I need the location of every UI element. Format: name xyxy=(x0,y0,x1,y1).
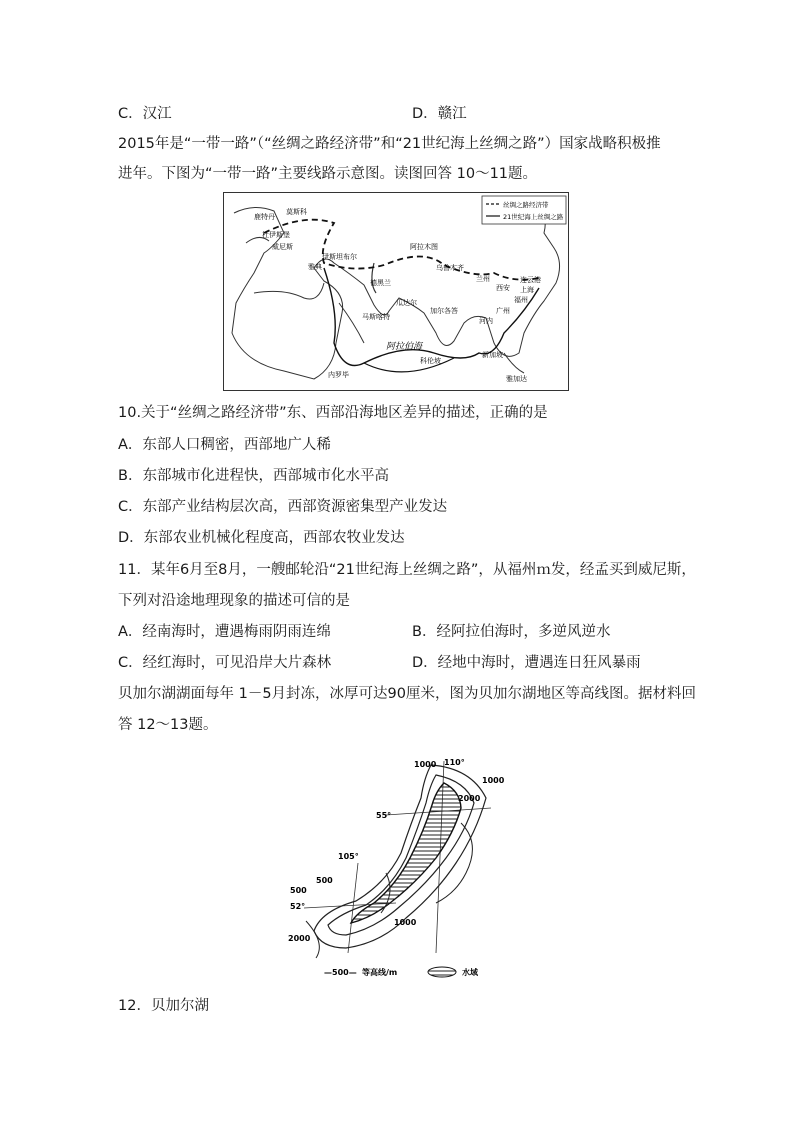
q11-stem-2: 下列对沿途地理现象的描述可信的是 xyxy=(118,593,350,609)
q11-stem-1: 11．某年6月至8月，一艘邮轮沿“21世纪海上丝绸之路”，从福州ｍ发，经孟买到威尼斯， xyxy=(118,562,696,578)
label-urumqi: 乌鲁木齐 xyxy=(436,264,464,272)
label-500: 500 xyxy=(316,876,333,885)
label-jakarta: 雅加达 xyxy=(506,375,527,383)
label-lianyungang: 连云港 xyxy=(520,276,541,284)
label-shanghai: 上海 xyxy=(520,286,534,294)
legend-water-swatch xyxy=(428,967,456,977)
q11-option-b: B．经阿拉伯海时，多逆风逆水 xyxy=(412,624,611,640)
label-110: 110° xyxy=(444,758,465,767)
belt-road-map-svg xyxy=(224,193,568,390)
label-guangzhou: 广州 xyxy=(496,307,510,315)
q11-option-d: D．经地中海时，遭遇连日狂风暴雨 xyxy=(412,655,641,671)
legend-contour-value: —500— xyxy=(324,968,357,977)
label-1000-top: 1000 xyxy=(414,760,437,769)
q12-stem: 12．贝加尔湖 xyxy=(118,998,209,1014)
label-colombo: 科伦坡 xyxy=(420,357,441,365)
label-venice: 威尼斯 xyxy=(272,243,293,251)
label-muscat: 马斯喀特 xyxy=(362,313,390,321)
label-52: 52° xyxy=(290,902,306,911)
sea-route-line xyxy=(324,268,539,366)
label-istanbul: 伊斯坦布尔 xyxy=(322,253,357,261)
legend-land-route: 丝绸之路经济带 xyxy=(503,201,549,209)
q11-option-c: C．经红海时，可见沿岸大片森林 xyxy=(118,655,332,671)
legend-contour-label: 等高线/m xyxy=(362,968,398,977)
option-c: C．汉江 xyxy=(118,106,172,122)
legend-water-label: 水域 xyxy=(462,968,478,977)
q10-option-c: C．东部产业结构层次高，西部资源密集型产业发达 xyxy=(118,499,448,515)
label-lanzhou: 兰州 xyxy=(476,275,490,283)
label-2000-upper: 2000 xyxy=(458,794,481,803)
intro-line-1: 2015年是“一带一路”（“丝绸之路经济带”和“21世纪海上丝绸之路”）国家战略积极推 xyxy=(118,136,661,152)
label-rotterdam: 鹿特丹 xyxy=(254,213,275,221)
q10-option-a: A．东部人口稠密，西部地广人稀 xyxy=(118,437,331,453)
label-2000-lower: 2000 xyxy=(288,934,311,943)
label-kolkata: 加尔各答 xyxy=(430,307,458,315)
q10-stem: 10.关于“丝绸之路经济带”东、西部沿海地区差异的描述，正确的是 xyxy=(118,405,548,421)
label-tehran: 德黑兰 xyxy=(370,279,391,287)
land-route-line xyxy=(264,220,539,280)
label-moscow: 莫斯科 xyxy=(286,208,307,216)
label-xian: 西安 xyxy=(496,284,510,292)
option-d: D．赣江 xyxy=(412,106,467,122)
intro-12-13-line-1: 贝加尔湖湖面每年 1－5月封冻，冰厚可达90厘米，图为贝加尔湖地区等高线图。据材料回 xyxy=(118,686,697,702)
legend-sea-route: 21世纪海上丝绸之路 xyxy=(503,213,564,221)
label-1000-right: 1000 xyxy=(482,776,505,785)
intro-12-13-line-2: 答 12～13题。 xyxy=(118,717,218,733)
label-fuzhou: 福州 xyxy=(514,296,528,304)
label-almaty: 阿拉木图 xyxy=(410,243,438,251)
label-arabian-sea: 阿拉伯海 xyxy=(386,342,423,352)
label-55: 55° xyxy=(376,811,392,820)
intro-line-2: 进年。下图为“一带一路”主要线路示意图。读图回答 10～11题。 xyxy=(118,166,538,182)
label-duisburg: 杜伊斯堡 xyxy=(262,231,290,239)
label-singapore: 新加坡 xyxy=(482,351,503,359)
q11-option-a: A．经南海时，遭遇梅雨阴雨连绵 xyxy=(118,624,331,640)
belt-road-map xyxy=(223,192,569,391)
label-gwadar: 瓜达尔 xyxy=(396,299,417,307)
label-nairobi: 内罗毕 xyxy=(328,371,349,379)
label-500-left: 500 xyxy=(290,886,307,895)
baikal-contour-map-svg xyxy=(286,753,508,980)
label-hanoi: 河内 xyxy=(479,317,493,325)
label-athens: 雅典 xyxy=(308,263,322,271)
label-105: 105° xyxy=(338,852,359,861)
label-1000-lower: 1000 xyxy=(394,918,417,927)
q10-option-b: B．东部城市化进程快，西部城市化水平高 xyxy=(118,468,389,484)
q10-option-d: D．东部农业机械化程度高，西部农牧业发达 xyxy=(118,530,405,546)
baikal-contour-map xyxy=(286,753,508,980)
